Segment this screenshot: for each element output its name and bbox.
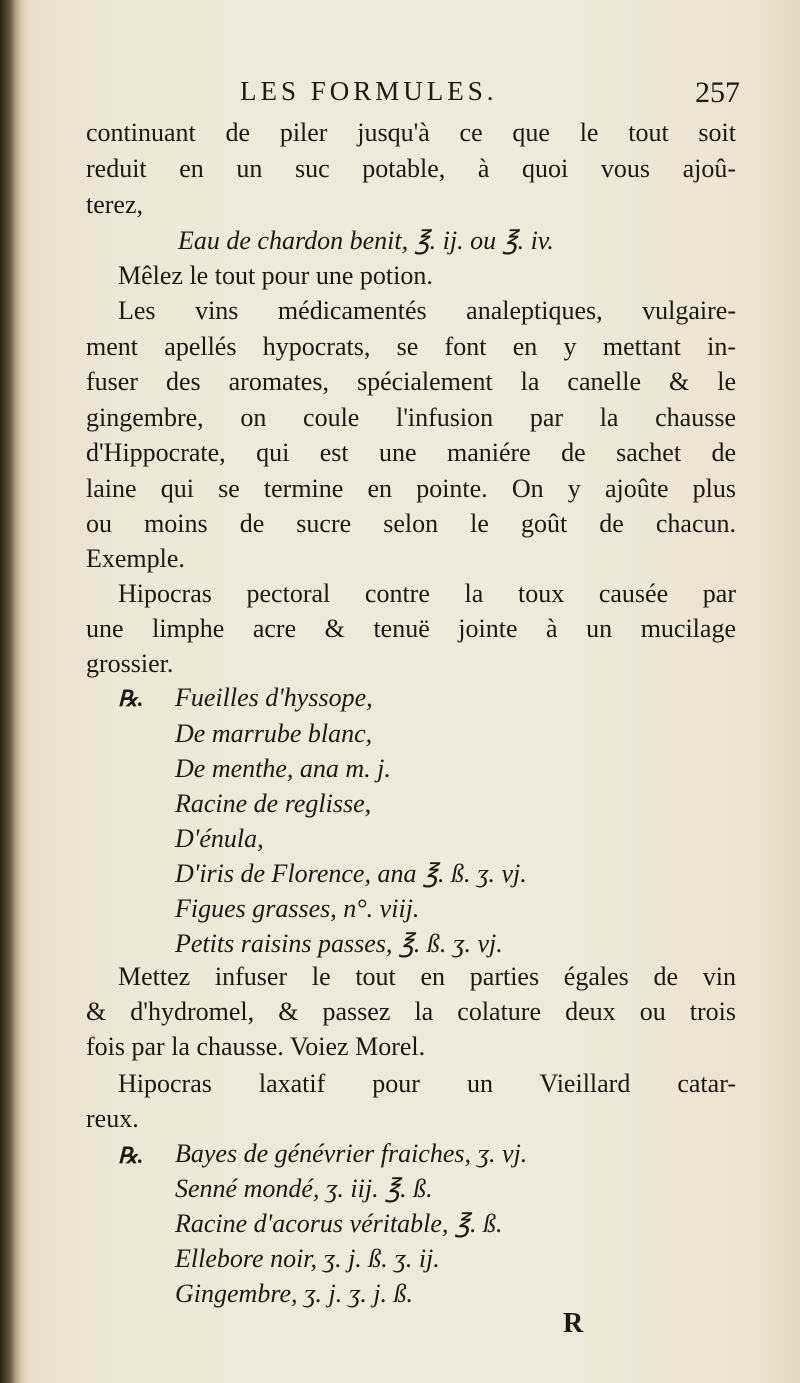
- text-line: fuser des aromates, spécialement la canelle & le: [86, 367, 736, 396]
- header-title: LES FORMULES.: [240, 76, 498, 106]
- ingredient-line: Gingembre, ʒ. j. ʒ. j. ß.: [175, 1279, 414, 1308]
- text-line: & d'hydromel, & passez la colature deux ou trois: [86, 997, 736, 1026]
- running-header: [240, 76, 740, 116]
- signature-mark: R: [563, 1308, 584, 1339]
- text-line: reduit en un suc potable, à quoi vous ajoû-: [86, 154, 736, 183]
- text-line: laine qui se termine en pointe. On y ajoûte plus: [86, 474, 736, 503]
- text-line: ou moins de sucre selon le goût de chacun.: [86, 509, 736, 538]
- text-line: Mêlez le tout pour une potion.: [118, 261, 433, 290]
- ingredient-line: Figues grasses, n°. viij.: [175, 894, 420, 923]
- ingredient-line: De marrube blanc,: [175, 719, 373, 748]
- text-line: une limphe acre & tenuë jointe à un mucilage: [86, 614, 736, 643]
- ingredient-line: Senné mondé, ʒ. iij. ℥. ß.: [175, 1174, 433, 1203]
- text-line: fois par la chausse. Voiez Morel.: [86, 1032, 426, 1061]
- recipe-symbol: ℞.: [118, 686, 144, 711]
- text-line: Les vins médicamentés analeptiques, vulgaire-: [118, 296, 736, 325]
- page-gutter: [0, 0, 22, 1383]
- ingredient-line: D'iris de Florence, ana ℥. ß. ʒ. vj.: [175, 859, 527, 888]
- ingredient-line: De menthe, ana m. j.: [175, 754, 391, 783]
- recipe-symbol: ℞.: [118, 1143, 144, 1168]
- formula-line: Eau de chardon benit, ℥. ij. ou ℥. iv.: [178, 226, 554, 255]
- ingredient-line: D'énula,: [175, 824, 264, 853]
- ingredient-line: Racine de reglisse,: [175, 789, 372, 818]
- page-number: 257: [695, 76, 740, 109]
- ingredient-line: Racine d'acorus véritable, ℥. ß.: [175, 1209, 503, 1238]
- ingredient-line: Fueilles d'hyssope,: [175, 683, 373, 712]
- ingredient-line: Ellebore noir, ʒ. j. ß. ʒ. ij.: [175, 1244, 440, 1273]
- text-line: Exemple.: [86, 544, 185, 573]
- text-line: ment apellés hypocrats, se font en y mettant in-: [86, 332, 736, 361]
- text-line: reux.: [86, 1104, 139, 1133]
- text-line: Hipocras laxatif pour un Vieillard catar-: [118, 1069, 736, 1098]
- text-line: terez,: [86, 190, 144, 219]
- text-line: gingembre, on coule l'infusion par la chausse: [86, 403, 736, 432]
- ingredient-line: Petits raisins passes, ℥. ß. ʒ. vj.: [175, 929, 503, 958]
- text-line: d'Hippocrate, qui est une maniére de sachet de: [86, 438, 736, 467]
- text-line: continuant de piler jusqu'à ce que le tout soit: [86, 118, 736, 147]
- text-line: Mettez infuser le tout en parties égales de vin: [118, 962, 736, 991]
- ingredient-line: Bayes de génévrier fraiches, ʒ. vj.: [175, 1139, 528, 1168]
- text-line: grossier.: [86, 649, 174, 678]
- text-line: Hipocras pectoral contre la toux causée par: [118, 579, 736, 608]
